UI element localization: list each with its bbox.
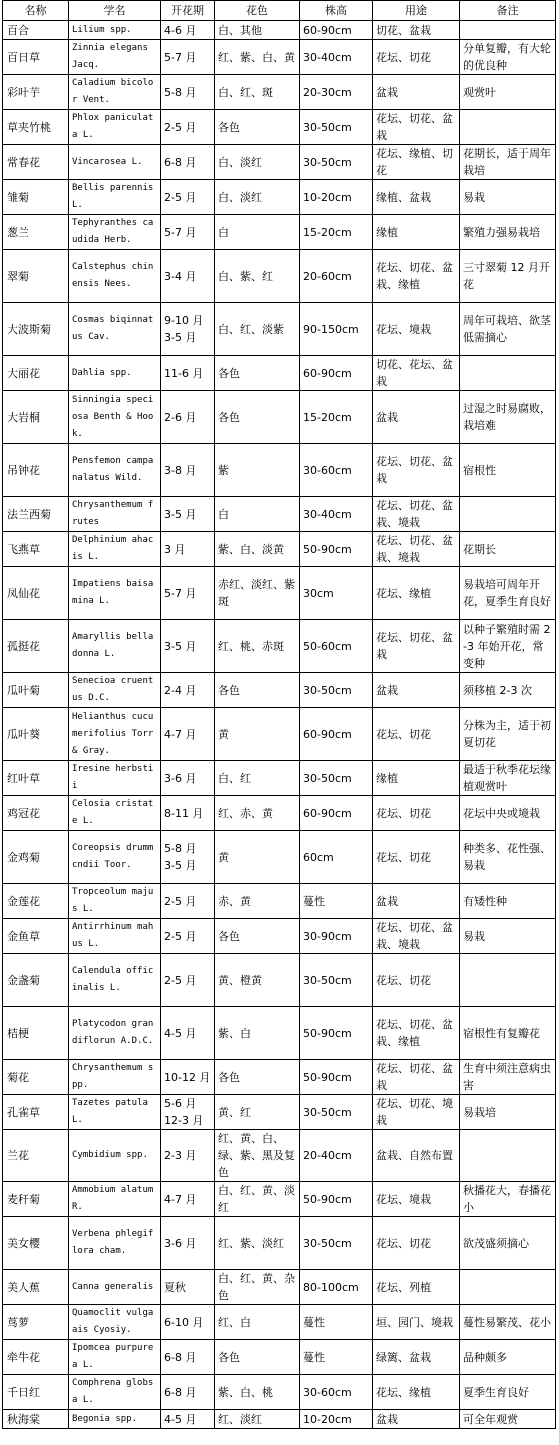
cell-name: 百合 (3, 21, 69, 40)
table-row (3, 497, 556, 532)
cell-notes: 最适于秋季花坛缘植观赏叶 (460, 761, 556, 796)
cell-notes: 观赏叶 (460, 75, 556, 110)
cell-usage: 花坛、切花 (373, 954, 460, 1007)
cell-plant-height: 30-60cm (300, 444, 373, 497)
cell-scientific-name: Bellis parennis L. (69, 180, 161, 215)
cell-usage: 盆栽 (373, 75, 460, 110)
cell-name: 桔梗 (3, 1007, 69, 1060)
header-row (3, 1, 556, 21)
cell-notes: 易栽 (460, 180, 556, 215)
cell-name: 法兰西菊 (3, 497, 69, 532)
table-row (3, 1182, 556, 1217)
cell-plant-height: 50-90cm (300, 1007, 373, 1060)
cell-plant-height: 30-50cm (300, 1217, 373, 1270)
cell-usage: 花坛、切花、境栽 (373, 1095, 460, 1130)
cell-scientific-name: Calstephus chinensis Nees. (69, 250, 161, 303)
cell-usage: 绿篱、盆栽 (373, 1340, 460, 1375)
cell-bloom-period: 8-11 月 (161, 796, 215, 831)
table-row (3, 250, 556, 303)
cell-name: 美人蕉 (3, 1270, 69, 1305)
cell-notes: 分单复瓣，有大轮的优良种 (460, 40, 556, 75)
cell-bloom-period: 4-5 月 (161, 1007, 215, 1060)
cell-usage: 花坛、境栽 (373, 303, 460, 356)
cell-usage: 缘植 (373, 215, 460, 250)
cell-plant-height: 60-90cm (300, 356, 373, 391)
cell-scientific-name: Calendula officinalis L. (69, 954, 161, 1007)
table-row (3, 21, 556, 40)
cell-scientific-name: Vincarosea L. (69, 145, 161, 180)
cell-scientific-name: Amaryllis belladonna L. (69, 620, 161, 673)
table-row (3, 532, 556, 567)
cell-bloom-period: 3-4 月 (161, 250, 215, 303)
cell-bloom-period: 2-5 月 (161, 884, 215, 919)
cell-flower-color: 紫、白、桃 (215, 1375, 300, 1410)
cell-scientific-name: Verbena phlegiflora cham. (69, 1217, 161, 1270)
cell-name: 孤挺花 (3, 620, 69, 673)
cell-plant-height: 30-50cm (300, 954, 373, 1007)
cell-name: 金鸡菊 (3, 831, 69, 884)
cell-usage: 盆栽 (373, 391, 460, 444)
cell-usage: 花坛、切花、盆栽 (373, 620, 460, 673)
cell-bloom-period: 5-6 月 12-3 月 (161, 1095, 215, 1130)
cell-bloom-period: 5-7 月 (161, 40, 215, 75)
table-row (3, 180, 556, 215)
table-row (3, 1060, 556, 1095)
cell-scientific-name: Iresine herbstii (69, 761, 161, 796)
cell-flower-color: 白、紫、红 (215, 250, 300, 303)
cell-plant-height: 蔓性 (300, 1340, 373, 1375)
cell-bloom-period: 6-8 月 (161, 1375, 215, 1410)
cell-bloom-period: 6-10 月 (161, 1305, 215, 1340)
cell-flower-color: 红、赤、黄 (215, 796, 300, 831)
cell-notes: 种类多、花性强、易栽 (460, 831, 556, 884)
cell-notes: 周年可栽培、欲茎低需摘心 (460, 303, 556, 356)
cell-flower-color: 紫、白、淡黄 (215, 532, 300, 567)
cell-notes: 三寸翠菊 12 月开花 (460, 250, 556, 303)
cell-bloom-period: 3-6 月 (161, 1217, 215, 1270)
cell-plant-height: 50-90cm (300, 1182, 373, 1217)
cell-scientific-name: Ammobium alatum R. (69, 1182, 161, 1217)
cell-scientific-name: Caladium bicolor Vent. (69, 75, 161, 110)
table-row (3, 75, 556, 110)
cell-usage: 盆栽 (373, 1410, 460, 1429)
cell-usage: 花坛、缘植 (373, 1375, 460, 1410)
cell-name: 常春花 (3, 145, 69, 180)
cell-plant-height: 60-90cm (300, 708, 373, 761)
cell-name: 金鱼草 (3, 919, 69, 954)
cell-notes: 有矮性种 (460, 884, 556, 919)
cell-flower-color: 白 (215, 497, 300, 532)
cell-notes: 品种颇多 (460, 1340, 556, 1375)
cell-notes (460, 356, 556, 391)
cell-name: 牵牛花 (3, 1340, 69, 1375)
cell-scientific-name: Canna generalis (69, 1270, 161, 1305)
cell-usage: 花坛、切花、盆栽 (373, 110, 460, 145)
cell-usage: 花坛、切花、盆栽、境栽 (373, 532, 460, 567)
cell-usage: 花坛、切花、盆栽、境栽 (373, 919, 460, 954)
cell-name: 大丽花 (3, 356, 69, 391)
cell-flower-color: 黄 (215, 831, 300, 884)
table-row (3, 567, 556, 620)
table-row (3, 1095, 556, 1130)
cell-notes: 花期长，适于周年栽培 (460, 145, 556, 180)
cell-plant-height: 30-50cm (300, 145, 373, 180)
cell-notes (460, 1130, 556, 1182)
cell-scientific-name: Tropceolum majus L. (69, 884, 161, 919)
cell-bloom-period: 3-5 月 (161, 497, 215, 532)
cell-notes: 可全年观赏 (460, 1410, 556, 1429)
cell-plant-height: 50-90cm (300, 1060, 373, 1095)
cell-notes (460, 110, 556, 145)
flower-table (2, 0, 556, 1429)
cell-scientific-name: Helianthus cucumerifolius Torr & Gray. (69, 708, 161, 761)
cell-scientific-name: Platycodon grandiflorun A.D.C. (69, 1007, 161, 1060)
table-row (3, 954, 556, 1007)
cell-notes: 花坛中央或境栽 (460, 796, 556, 831)
cell-scientific-name: Cymbidium spp. (69, 1130, 161, 1182)
cell-scientific-name: Chrysanthemum frutes (69, 497, 161, 532)
cell-name: 草夹竹桃 (3, 110, 69, 145)
cell-usage: 花坛、切花 (373, 40, 460, 75)
cell-bloom-period: 11-6 月 (161, 356, 215, 391)
cell-plant-height: 60-90cm (300, 21, 373, 40)
cell-flower-color: 白、红、淡紫 (215, 303, 300, 356)
cell-scientific-name: Ipomcea purpurea L. (69, 1340, 161, 1375)
cell-name: 红叶草 (3, 761, 69, 796)
table-row (3, 110, 556, 145)
cell-flower-color: 黄、红 (215, 1095, 300, 1130)
cell-plant-height: 90-150cm (300, 303, 373, 356)
cell-plant-height: 30cm (300, 567, 373, 620)
cell-bloom-period: 4-7 月 (161, 1182, 215, 1217)
cell-bloom-period: 2-5 月 (161, 110, 215, 145)
header-notes: 备注 (460, 1, 556, 21)
cell-scientific-name: Tazetes patula L. (69, 1095, 161, 1130)
cell-notes: 易栽 (460, 919, 556, 954)
cell-bloom-period: 2-5 月 (161, 180, 215, 215)
cell-plant-height: 30-50cm (300, 1095, 373, 1130)
header-name: 名称 (3, 1, 69, 21)
cell-bloom-period: 4-7 月 (161, 708, 215, 761)
table-row (3, 1270, 556, 1305)
table-row (3, 40, 556, 75)
cell-bloom-period: 6-8 月 (161, 145, 215, 180)
cell-flower-color: 白、红、黄、杂色 (215, 1270, 300, 1305)
cell-notes: 过湿之时易腐败，栽培难 (460, 391, 556, 444)
cell-bloom-period: 2-5 月 (161, 954, 215, 1007)
cell-name: 兰花 (3, 1130, 69, 1182)
table-row (3, 919, 556, 954)
cell-scientific-name: Comphrena globsa L. (69, 1375, 161, 1410)
cell-flower-color: 各色 (215, 110, 300, 145)
cell-usage: 花坛、切花、盆栽、缘植 (373, 1007, 460, 1060)
cell-notes: 花期长 (460, 532, 556, 567)
cell-scientific-name: Chrysanthemum spp. (69, 1060, 161, 1095)
cell-flower-color: 紫、白 (215, 1007, 300, 1060)
header-bloom-period: 开花期 (161, 1, 215, 21)
cell-usage: 花坛、列植 (373, 1270, 460, 1305)
cell-notes: 生育中须注意病虫害 (460, 1060, 556, 1095)
cell-bloom-period: 2-6 月 (161, 391, 215, 444)
cell-flower-color: 白 (215, 215, 300, 250)
table-row (3, 673, 556, 708)
cell-flower-color: 白、淡红 (215, 145, 300, 180)
cell-usage: 花坛、切花、盆栽 (373, 444, 460, 497)
table-row (3, 796, 556, 831)
table-row (3, 1130, 556, 1182)
cell-scientific-name: Zinnia elegans Jacq. (69, 40, 161, 75)
cell-name: 雏菊 (3, 180, 69, 215)
cell-bloom-period: 4-6 月 (161, 21, 215, 40)
table-row (3, 1410, 556, 1429)
table-row (3, 831, 556, 884)
cell-plant-height: 20-30cm (300, 75, 373, 110)
table-row (3, 145, 556, 180)
cell-flower-color: 红、紫、淡红 (215, 1217, 300, 1270)
cell-flower-color: 各色 (215, 1340, 300, 1375)
cell-flower-color: 紫 (215, 444, 300, 497)
cell-plant-height: 蔓性 (300, 884, 373, 919)
header-usage: 用途 (373, 1, 460, 21)
cell-flower-color: 红、紫、白、黄 (215, 40, 300, 75)
cell-plant-height: 50-90cm (300, 532, 373, 567)
table-row (3, 356, 556, 391)
cell-name: 葱兰 (3, 215, 69, 250)
table-row (3, 303, 556, 356)
cell-bloom-period: 2-4 月 (161, 673, 215, 708)
cell-bloom-period: 5-7 月 (161, 567, 215, 620)
cell-plant-height: 30-50cm (300, 110, 373, 145)
cell-notes: 蔓性易繁茂、花小 (460, 1305, 556, 1340)
cell-notes: 欲茂盛须摘心 (460, 1217, 556, 1270)
cell-name: 大岩桐 (3, 391, 69, 444)
cell-bloom-period: 6-8 月 (161, 1340, 215, 1375)
cell-usage: 花坛、切花、盆栽、缘植 (373, 250, 460, 303)
cell-name: 彩叶芋 (3, 75, 69, 110)
cell-plant-height: 20-60cm (300, 250, 373, 303)
cell-scientific-name: Tephyranthes caudida Herb. (69, 215, 161, 250)
cell-bloom-period: 5-8 月 3-5 月 (161, 831, 215, 884)
cell-flower-color: 红、白 (215, 1305, 300, 1340)
cell-usage: 花坛、切花、盆栽、境栽 (373, 497, 460, 532)
cell-notes: 分株为主，适于初夏切花 (460, 708, 556, 761)
cell-usage: 花坛、切花 (373, 708, 460, 761)
cell-usage: 花坛、切花、盆栽 (373, 1060, 460, 1095)
cell-scientific-name: Phlox paniculata L. (69, 110, 161, 145)
cell-scientific-name: Coreopsis drummcndii Toor. (69, 831, 161, 884)
table-row (3, 884, 556, 919)
cell-flower-color: 赤、黄 (215, 884, 300, 919)
cell-notes (460, 954, 556, 1007)
table-row (3, 708, 556, 761)
cell-name: 秋海棠 (3, 1410, 69, 1429)
table-row (3, 215, 556, 250)
cell-flower-color: 各色 (215, 1060, 300, 1095)
cell-scientific-name: Senecioa cruentus D.C. (69, 673, 161, 708)
cell-bloom-period: 5-8 月 (161, 75, 215, 110)
cell-plant-height: 30-40cm (300, 497, 373, 532)
cell-usage: 花坛、切花 (373, 831, 460, 884)
cell-usage: 切花、盆栽 (373, 21, 460, 40)
cell-flower-color: 各色 (215, 673, 300, 708)
cell-name: 飞燕草 (3, 532, 69, 567)
cell-plant-height: 60cm (300, 831, 373, 884)
cell-usage: 盆栽 (373, 673, 460, 708)
cell-bloom-period: 3-6 月 (161, 761, 215, 796)
header-scientific-name: 学名 (69, 1, 161, 21)
cell-bloom-period: 3-8 月 (161, 444, 215, 497)
cell-flower-color: 白、其他 (215, 21, 300, 40)
cell-notes (460, 21, 556, 40)
cell-notes: 以种子繁殖时需 2-3 年始开花，常变种 (460, 620, 556, 673)
cell-name: 百日草 (3, 40, 69, 75)
cell-plant-height: 30-50cm (300, 761, 373, 796)
cell-scientific-name: Antirrhinum mahus L. (69, 919, 161, 954)
cell-plant-height: 30-40cm (300, 40, 373, 75)
table-row (3, 1217, 556, 1270)
cell-plant-height: 30-60cm (300, 1375, 373, 1410)
cell-bloom-period: 2-5 月 (161, 919, 215, 954)
cell-bloom-period: 夏秋 (161, 1270, 215, 1305)
cell-flower-color: 红、淡红 (215, 1410, 300, 1429)
cell-name: 瓜叶葵 (3, 708, 69, 761)
cell-usage: 盆栽、自然布置 (373, 1130, 460, 1182)
cell-usage: 花坛、切花 (373, 1217, 460, 1270)
cell-notes: 易栽培 (460, 1095, 556, 1130)
cell-usage: 花坛、境栽 (373, 1182, 460, 1217)
cell-usage: 花坛、缘植 (373, 567, 460, 620)
cell-flower-color: 红、黄、白、绿、紫、黑及复色 (215, 1130, 300, 1182)
cell-notes: 夏季生育良好 (460, 1375, 556, 1410)
cell-plant-height: 30-50cm (300, 673, 373, 708)
table-row (3, 1375, 556, 1410)
cell-notes: 秋播花大，春播花小 (460, 1182, 556, 1217)
cell-name: 翠菊 (3, 250, 69, 303)
table-row (3, 1305, 556, 1340)
cell-plant-height: 80-100cm (300, 1270, 373, 1305)
cell-name: 孔雀草 (3, 1095, 69, 1130)
cell-plant-height: 30-90cm (300, 919, 373, 954)
cell-name: 金莲花 (3, 884, 69, 919)
cell-usage: 盆栽 (373, 884, 460, 919)
cell-bloom-period: 2-3 月 (161, 1130, 215, 1182)
cell-plant-height: 蔓性 (300, 1305, 373, 1340)
cell-plant-height: 15-20cm (300, 391, 373, 444)
cell-notes: 易栽培可周年开花，夏季生育良好 (460, 567, 556, 620)
cell-notes: 繁殖力强易栽培 (460, 215, 556, 250)
cell-name: 千日红 (3, 1375, 69, 1410)
table-row (3, 444, 556, 497)
cell-scientific-name: Dahlia spp. (69, 356, 161, 391)
cell-usage: 缘植 (373, 761, 460, 796)
cell-notes (460, 1270, 556, 1305)
cell-bloom-period: 3-5 月 (161, 620, 215, 673)
cell-scientific-name: Quamoclit vulgaais Cyosiy. (69, 1305, 161, 1340)
cell-scientific-name: Cosmas biqinnatus Cav. (69, 303, 161, 356)
cell-flower-color: 黄、橙黄 (215, 954, 300, 1007)
cell-name: 麦秆菊 (3, 1182, 69, 1217)
cell-name: 美女樱 (3, 1217, 69, 1270)
cell-usage: 花坛、切花 (373, 796, 460, 831)
cell-usage: 垣、园门、境栽 (373, 1305, 460, 1340)
cell-flower-color: 白、淡红 (215, 180, 300, 215)
cell-plant-height: 15-20cm (300, 215, 373, 250)
cell-scientific-name: Celosia cristate L. (69, 796, 161, 831)
cell-name: 菊花 (3, 1060, 69, 1095)
cell-plant-height: 10-20cm (300, 180, 373, 215)
cell-notes (460, 497, 556, 532)
header-plant-height: 株高 (300, 1, 373, 21)
cell-notes: 宿根性 (460, 444, 556, 497)
cell-scientific-name: Delphinium ahacis L. (69, 532, 161, 567)
cell-bloom-period: 5-7 月 (161, 215, 215, 250)
cell-flower-color: 白、红 (215, 761, 300, 796)
cell-name: 茑萝 (3, 1305, 69, 1340)
table-row (3, 391, 556, 444)
cell-notes: 须移植 2-3 次 (460, 673, 556, 708)
cell-flower-color: 各色 (215, 391, 300, 444)
cell-flower-color: 赤红、淡红、紫斑 (215, 567, 300, 620)
cell-flower-color: 各色 (215, 919, 300, 954)
cell-plant-height: 10-20cm (300, 1410, 373, 1429)
cell-flower-color: 白、红、斑 (215, 75, 300, 110)
cell-name: 金盏菊 (3, 954, 69, 1007)
cell-bloom-period: 10-12 月 (161, 1060, 215, 1095)
table-row (3, 761, 556, 796)
cell-flower-color: 白、红、黄、淡红 (215, 1182, 300, 1217)
cell-scientific-name: Pensfemon campanalatus Wild. (69, 444, 161, 497)
cell-flower-color: 红、桃、赤斑 (215, 620, 300, 673)
cell-plant-height: 20-40cm (300, 1130, 373, 1182)
cell-name: 大波斯菊 (3, 303, 69, 356)
cell-name: 瓜叶菊 (3, 673, 69, 708)
cell-flower-color: 各色 (215, 356, 300, 391)
cell-name: 凤仙花 (3, 567, 69, 620)
cell-usage: 缘植、盆栽 (373, 180, 460, 215)
cell-bloom-period: 9-10 月 3-5 月 (161, 303, 215, 356)
header-flower-color: 花色 (215, 1, 300, 21)
cell-scientific-name: Sinningia speciosa Benth & Hook. (69, 391, 161, 444)
cell-name: 吊钟花 (3, 444, 69, 497)
cell-plant-height: 60-90cm (300, 796, 373, 831)
cell-scientific-name: Impatiens baisamina L. (69, 567, 161, 620)
cell-name: 鸡冠花 (3, 796, 69, 831)
table-row (3, 1007, 556, 1060)
cell-scientific-name: Begonia spp. (69, 1410, 161, 1429)
table-row (3, 1340, 556, 1375)
cell-plant-height: 50-60cm (300, 620, 373, 673)
cell-usage: 切花、花坛、盆栽 (373, 356, 460, 391)
cell-scientific-name: Lilium spp. (69, 21, 161, 40)
cell-bloom-period: 4-5 月 (161, 1410, 215, 1429)
cell-bloom-period: 3 月 (161, 532, 215, 567)
cell-usage: 花坛、缘植、切花 (373, 145, 460, 180)
cell-flower-color: 黄 (215, 708, 300, 761)
cell-notes: 宿根性有复瓣花 (460, 1007, 556, 1060)
table-row (3, 620, 556, 673)
